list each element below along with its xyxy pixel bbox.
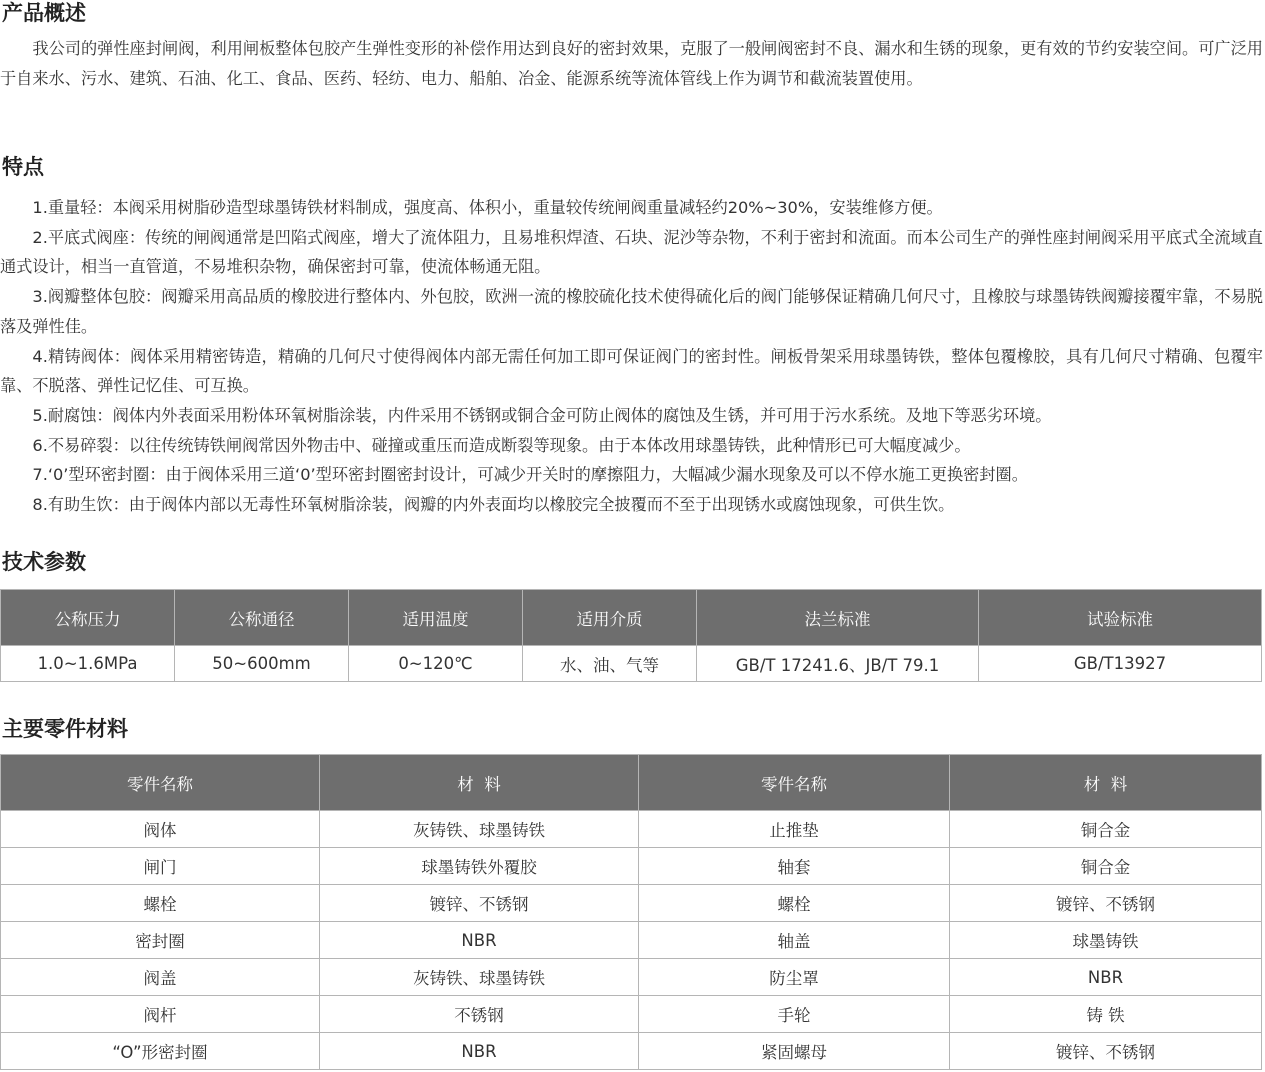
feature-item-6: 6.不易碎裂：以往传统铸铁闸阀常因外物击中、碰撞或重压而造成断裂等现象。由于本体改用球墨铸铁，此种情形已可大幅度减少。 [32,435,971,455]
material-cell: 铜合金 [950,848,1262,885]
tech-header-row [1,590,1262,646]
parts-header-material-right: 材 料 [950,755,1262,811]
part-name-cell: “O”形密封圈 [1,1033,320,1070]
parts-title: 主要零件材料 [2,717,128,741]
part-name-cell: 螺栓 [1,885,320,922]
material-cell: 灰铸铁、球墨铸铁 [320,811,639,848]
part-name-cell: 轴盖 [639,922,950,959]
tech-header-medium: 适用介质 [523,590,697,646]
tech-params-table [0,589,1262,682]
feature-item-2: 2.平底式阀座：传统的闸阀通常是凹陷式阀座，增大了流体阻力，且易堆积焊渣、石块、泥沙等杂物，不利于密封和流面。而本公司生产的弹性座封闸阀采用平底式全流域直通式设计，相当一直管道，不易堆积杂物，确保密封可靠，使流体畅通无阻。 [0,227,1263,277]
feature-item-5: 5.耐腐蚀：阀体内外表面采用粉体环氧树脂涂装，内件采用不锈钢或铜合金可防止阀体的腐蚀及生锈，并可用于污水系统。及地下等恶劣环境。 [32,405,1052,425]
material-cell: NBR [320,1033,639,1070]
table-row [1,885,1262,922]
parts-header-row [1,755,1262,811]
tech-header-diameter: 公称通径 [175,590,349,646]
feature-item-4: 4.精铸阀体：阀体采用精密铸造，精确的几何尺寸使得阀体内部无需任何加工即可保证阀门的密封性。闸板骨架采用球墨铸铁，整体包覆橡胶，具有几何尺寸精确、包覆牢靠、不脱落、弹性记忆佳、可互换。 [0,346,1263,396]
part-name-cell: 阀杆 [1,996,320,1033]
tech-header-pressure: 公称压力 [1,590,175,646]
part-name-cell: 阀体 [1,811,320,848]
part-name-cell: 止推垫 [639,811,950,848]
material-cell: 铸 铁 [950,996,1262,1033]
overview-title: 产品概述 [2,1,86,25]
material-cell: 不锈钢 [320,996,639,1033]
features-list [0,193,1263,520]
tech-header-temperature: 适用温度 [349,590,523,646]
material-cell: 镀锌、不锈钢 [950,885,1262,922]
feature-item-1: 1.重量轻：本阀采用树脂砂造型球墨铸铁材料制成，强度高、体积小，重量较传统闸阀重量减轻约20%~30%，安装维修方便。 [32,198,943,217]
table-row [1,922,1262,959]
part-name-cell: 密封圈 [1,922,320,959]
table-row [1,996,1262,1033]
material-cell: 镀锌、不锈钢 [950,1033,1262,1070]
table-row [1,848,1262,885]
material-cell: NBR [950,959,1262,996]
feature-item-7: 7.‘0’型环密封圈：由于阀体采用三道‘0’型环密封圈密封设计，可减少开关时的摩擦阻力，大幅减少漏水现象及可以不停水施工更换密封圈。 [32,465,1028,485]
tech-title: 技术参数 [2,550,86,574]
tech-value-flange-standard: GB/T 17241.6、JB/T 79.1 [697,646,979,682]
table-row [1,811,1262,848]
feature-item-3: 3.阀瓣整体包胶：阀瓣采用高品质的橡胶进行整体内、外包胶，欧洲一流的橡胶硫化技术使得硫化后的阀门能够保证精确几何尺寸，且橡胶与球墨铸铁阀瓣接覆牢靠，不易脱落及弹性佳。 [0,287,1263,336]
parts-header-part-name-right: 零件名称 [639,755,950,811]
tech-value-pressure: 1.0~1.6MPa [1,646,175,682]
features-title: 特点 [2,155,44,179]
parts-header-material-left: 材 料 [320,755,639,811]
part-name-cell: 螺栓 [639,885,950,922]
material-cell: 铜合金 [950,811,1262,848]
table-row [1,1033,1262,1070]
material-cell: 灰铸铁、球墨铸铁 [320,959,639,996]
table-row [1,959,1262,996]
parts-header-part-name-left: 零件名称 [1,755,320,811]
tech-header-test-standard: 试验标准 [979,590,1262,646]
part-name-cell: 紧固螺母 [639,1033,950,1070]
tech-header-flange-standard: 法兰标准 [697,590,979,646]
material-cell: 球墨铸铁外覆胶 [320,848,639,885]
part-name-cell: 阀盖 [1,959,320,996]
tech-value-diameter: 50~600mm [175,646,349,682]
overview-paragraph: 我公司的弹性座封闸阀，利用闸板整体包胶产生弹性变形的补偿作用达到良好的密封效果，克服了一般闸阀密封不良、漏水和生锈的现象，更有效的节约安装空间。可广泛用于自来水、污水、建筑、石油、化工、食品、医药、轻纺、电力、船舶、冶金、能源系统等流体管线上作为调节和截流装置使用。 [0,39,1263,88]
parts-materials-table [0,754,1262,1070]
material-cell: NBR [320,922,639,959]
part-name-cell: 防尘罩 [639,959,950,996]
feature-item-8: 8.有助生饮：由于阀体内部以无毒性环氧树脂涂装，阀瓣的内外表面均以橡胶完全披覆而不至于出现锈水或腐蚀现象，可供生饮。 [32,495,955,515]
part-name-cell: 闸门 [1,848,320,885]
material-cell: 球墨铸铁 [950,922,1262,959]
tech-value-test-standard: GB/T13927 [979,646,1262,682]
tech-value-row [1,646,1262,682]
material-cell: 镀锌、不锈钢 [320,885,639,922]
tech-value-temperature: 0~120℃ [349,646,523,682]
part-name-cell: 轴套 [639,848,950,885]
tech-value-medium: 水、油、气等 [523,646,697,682]
part-name-cell: 手轮 [639,996,950,1033]
